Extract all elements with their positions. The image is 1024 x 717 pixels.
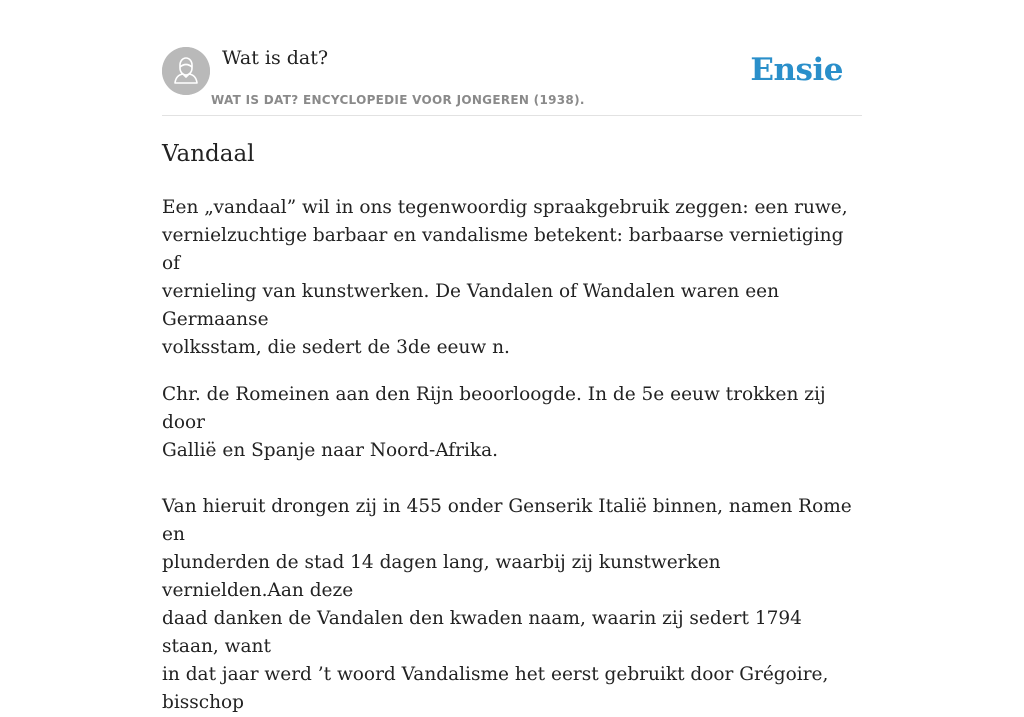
source-subtitle[interactable]: WAT IS DAT? ENCYCLOPEDIE VOOR JONGEREN (1938).: [211, 93, 585, 107]
source-header: [162, 0, 862, 116]
article: [162, 138, 862, 717]
user-icon-graphic: [162, 47, 210, 95]
article-paragraph: Chr. de Romeinen aan den Rijn beoorloogde. In de 5e eeuw trokken zij door Gallië en Spanje naar Noord-Afrika.: [162, 384, 826, 461]
article-title: Vandaal: [162, 141, 255, 167]
article-paragraph: Van hieruit drongen zij in 455 onder Genserik Italië binnen, namen Rome en plunderden de stad 14 dagen lang, waarbij zij kunstwerken vernielden.Aan deze daad danken de Vandalen den kwaden naam, waarin zij sedert 1794 staan, want in dat jaar werd ’t woord Vandalisme het eerst gebruikt door Grégoire, bisschop: [162, 496, 852, 713]
user-icon[interactable]: [162, 47, 210, 95]
article-paragraph: Een „vandaal” wil in ons tegenwoordig spraakgebruik zeggen: een ruwe, vernielzuchtige barbaar en vandalisme betekent: barbaarse vernietiging of vernieling van kunstwerken. De Vandalen of Wandalen waren een Germaanse volksstam, die sedert de 3de eeuw n.: [162, 197, 848, 358]
source-title[interactable]: Wat is dat?: [222, 47, 329, 69]
ensie-logo[interactable]: Ensie: [750, 52, 843, 88]
